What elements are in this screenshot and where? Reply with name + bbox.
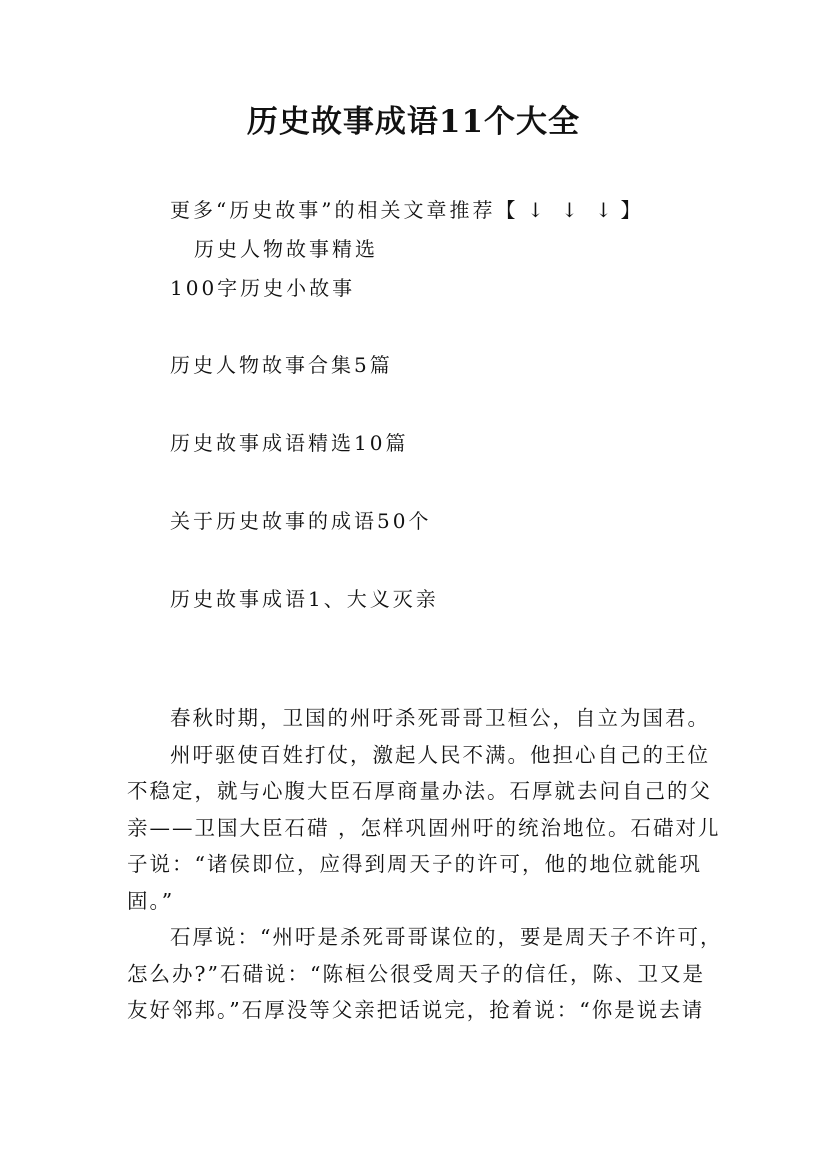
recommend-prefix: 更多“历史故事”的相关文章推荐【 [170, 198, 519, 222]
related-link-2[interactable]: 100字历史小故事 [170, 276, 356, 300]
section-heading: 历史故事成语1、大义灭亲 [170, 587, 439, 611]
down-arrow-icon[interactable]: ↓ [527, 198, 544, 222]
story-paragraph: 州吁驱使百姓打仗，激起人民不满。他担心自己的王位不稳定，就与心腹大臣石厚商量办法。石厚就去问自己的父亲——卫国大臣石碏 ，怎样巩固州吁的统治地位。石碏对儿子说：“诸侯即位，应得到周天子的许可，他的地位就能巩固。” [127, 742, 721, 913]
related-link-4[interactable]: 历史故事成语精选10篇 [170, 431, 409, 455]
recommend-line [170, 195, 643, 225]
recommend-arrows [518, 198, 620, 222]
story-body [127, 700, 727, 1029]
document-title: 历史故事成语11个大全 [246, 104, 581, 140]
down-arrow-icon[interactable]: ↓ [595, 198, 612, 222]
down-arrow-icon[interactable]: ↓ [561, 198, 578, 222]
story-paragraph: 石厚说：“州吁是杀死哥哥谋位的，要是周天子不许可，怎么办?”石碏说：“陈桓公很受周天子的信任，陈、卫又是友好邻邦。”石厚没等父亲把话说完，抢着说：“你是说去请 [127, 925, 723, 1022]
related-link-1[interactable]: 历史人物故事精选 [194, 237, 378, 261]
recommend-suffix: 】 [620, 198, 644, 222]
story-paragraph: 春秋时期，卫国的州吁杀死哥哥卫桓公，自立为国君。 [170, 706, 710, 730]
related-link-3[interactable]: 历史人物故事合集5篇 [170, 353, 393, 377]
related-link-5[interactable]: 关于历史故事的成语50个 [170, 509, 432, 533]
